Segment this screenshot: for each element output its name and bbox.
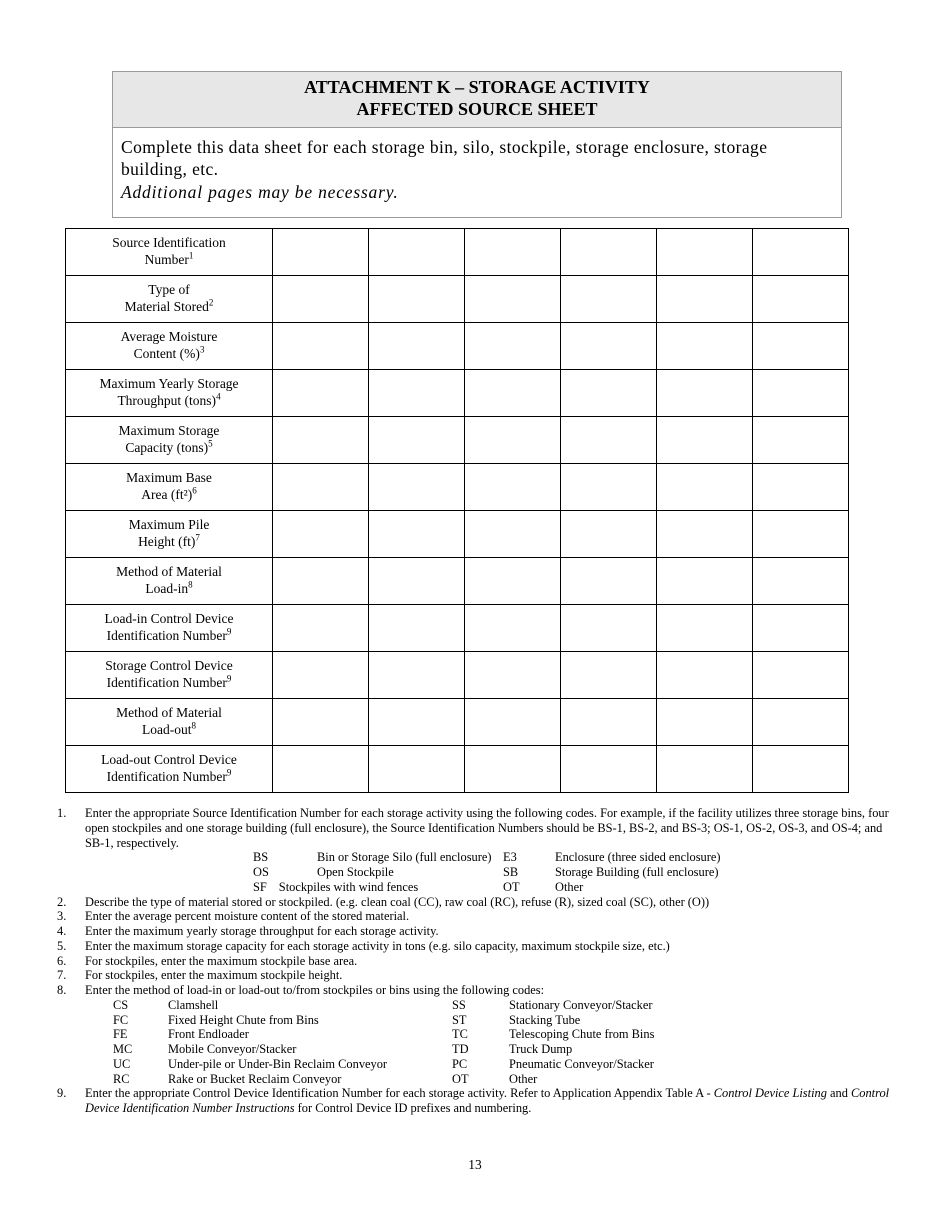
table-input-cell[interactable] (465, 276, 561, 323)
code: SF (253, 879, 267, 894)
code-description: Stacking Tube (509, 1012, 581, 1027)
table-input-cell[interactable] (657, 558, 753, 605)
table-input-cell[interactable] (561, 746, 657, 793)
footnote-number: 2. (57, 894, 67, 909)
table-input-cell[interactable] (465, 746, 561, 793)
row-type-of-material (66, 276, 849, 323)
footnote-number: 3. (57, 909, 67, 924)
italic-reference: Control Device Listing (713, 1086, 827, 1101)
footnote-number: 7. (57, 968, 67, 983)
row-method-load-in (66, 558, 849, 605)
row-label: Maximum Base Area $(ft^2)^6$ (66, 464, 273, 511)
row-label: Maximum Storage Capacity (tons)$^5$ (66, 417, 273, 464)
table-input-cell[interactable] (561, 699, 657, 746)
table-input-cell[interactable] (753, 276, 849, 323)
footnote-text: Enter the appropriate Control Device Identification Number for each storage activity. Refer to Application Appendix Table A - Control Device Listing and Control Device Identification Number Instructions for Control Device ID prefixes and numbering. (85, 1086, 890, 1115)
table-input-cell[interactable] (369, 229, 465, 276)
table-input-cell[interactable] (273, 276, 369, 323)
code: CS (113, 997, 129, 1012)
footnote-number: 9. (57, 1086, 67, 1101)
code-description: Fixed Height Chute from Bins (168, 1012, 319, 1027)
load-method-code-list (113, 998, 895, 1087)
footnote-ref: 5 (208, 438, 213, 449)
table-input-cell[interactable] (657, 746, 753, 793)
table-input-cell[interactable] (657, 370, 753, 417)
table-input-cell[interactable] (273, 746, 369, 793)
footnote-ref: 8 (191, 720, 196, 731)
table-input-cell[interactable] (465, 652, 561, 699)
table-input-cell[interactable] (369, 746, 465, 793)
footnote-8 (57, 983, 895, 1086)
table-input-cell[interactable] (657, 417, 753, 464)
footnote-number: 1. (57, 806, 67, 820)
code: ST (452, 1012, 467, 1027)
table-input-cell[interactable] (657, 276, 753, 323)
row-label: Maximum Yearly Storage Throughput (tons)$^4$ (66, 370, 273, 417)
table-input-cell[interactable] (753, 558, 849, 605)
code-description: Other (555, 879, 584, 894)
row-storage-control-device (66, 652, 849, 699)
row-label: Type of Material Stored$^2$ (66, 276, 273, 323)
footnote-ref: 4 (216, 391, 221, 402)
attachment-title (112, 71, 842, 128)
table-input-cell[interactable] (657, 605, 753, 652)
row-max-base-area (66, 464, 849, 511)
footnote-text: Enter the maximum storage capacity for each storage activity in tons (e.g. silo capacity, maximum stockpile size, etc.) (85, 938, 670, 953)
footnote-ref: 1 (188, 250, 194, 261)
table-input-cell[interactable] (273, 699, 369, 746)
storage-activity-table (65, 228, 849, 793)
table-input-cell[interactable] (465, 370, 561, 417)
footnote-ref: 6 (192, 485, 197, 496)
footnote-ref: 3 (199, 344, 205, 355)
table-input-cell[interactable] (369, 276, 465, 323)
footnote-7 (57, 968, 895, 983)
table-input-cell[interactable] (273, 323, 369, 370)
footnote-1 (57, 806, 895, 895)
footnote-ref: 9 (226, 767, 232, 778)
row-method-load-out (66, 699, 849, 746)
table-input-cell[interactable] (657, 229, 753, 276)
source-id-code-list (253, 850, 895, 894)
row-load-in-control-device (66, 605, 849, 652)
code-description: Bin or Storage Silo (full enclosure) (317, 850, 492, 865)
row-label: Maximum Pile Height (ft)$^7$ (66, 511, 273, 558)
footnote-number: 5. (57, 938, 67, 953)
table-input-cell[interactable] (369, 511, 465, 558)
table-input-cell[interactable] (369, 605, 465, 652)
table-input-cell[interactable] (753, 417, 849, 464)
table-input-cell[interactable] (561, 558, 657, 605)
row-source-id-number (66, 229, 849, 276)
footnote-4 (57, 924, 895, 939)
code: PC (452, 1056, 468, 1071)
code-description: Under-pile or Under-Bin Reclaim Conveyor (168, 1056, 388, 1071)
code-description: Other (509, 1071, 538, 1086)
table-input-cell[interactable] (561, 323, 657, 370)
row-label: Average Moisture Content (%)$^3$ (66, 323, 273, 370)
table-input-cell[interactable] (753, 464, 849, 511)
code-description: Open Stockpile (317, 865, 394, 879)
table-input-cell[interactable] (369, 652, 465, 699)
table-input-cell[interactable] (465, 229, 561, 276)
table-input-cell[interactable] (561, 605, 657, 652)
header (112, 71, 842, 218)
attachment-title-line2: AFFECTED SOURCE SHEET (356, 98, 598, 119)
row-avg-moisture-content (66, 323, 849, 370)
table-input-cell[interactable] (657, 699, 753, 746)
table-input-cell[interactable] (273, 605, 369, 652)
instruction-note: Additional pages may be necessary. (121, 181, 399, 202)
code-description: Pneumatic Conveyor/Stacker (509, 1056, 654, 1071)
table-input-cell[interactable] (753, 652, 849, 699)
row-load-out-control-device (66, 746, 849, 793)
code: BS (253, 850, 269, 865)
table-input-cell[interactable] (465, 558, 561, 605)
table-input-cell[interactable] (561, 229, 657, 276)
instruction-box (112, 128, 842, 218)
footnote-ref: 8 (188, 579, 193, 590)
table-input-cell[interactable] (753, 511, 849, 558)
code-description: Storage Building (full enclosure) (555, 865, 719, 879)
row-label: Load-out Control Device Identification Number$^9$ (66, 746, 273, 793)
code-description: Truck Dump (509, 1042, 573, 1056)
footnote-ref: 2 (208, 297, 214, 308)
code-description: Stationary Conveyor/Stacker (509, 997, 653, 1012)
row-max-yearly-throughput (66, 370, 849, 417)
footnote-9 (57, 1086, 895, 1116)
code: MC (113, 1042, 133, 1056)
table-input-cell[interactable] (369, 417, 465, 464)
code: FC (113, 1012, 129, 1027)
table-input-cell[interactable] (561, 511, 657, 558)
footnote-number: 8. (57, 983, 67, 997)
table-input-cell[interactable] (465, 464, 561, 511)
code: OT (503, 879, 520, 894)
table-input-cell[interactable] (561, 370, 657, 417)
italic-reference: Control Device Identification Number Instructions (85, 1086, 890, 1115)
table-input-cell[interactable] (273, 558, 369, 605)
table-input-cell[interactable] (369, 464, 465, 511)
footnote-text: Enter the average percent moisture content of the stored material. (85, 909, 410, 924)
code-description: Rake or Bucket Reclaim Conveyor (168, 1071, 342, 1086)
code: SB (503, 865, 519, 879)
attachment-title-line1: ATTACHMENT K – STORAGE ACTIVITY (304, 77, 650, 97)
table-input-cell[interactable] (369, 558, 465, 605)
footnote-6 (57, 954, 895, 969)
footnote-text: For stockpiles, enter the maximum stockpile height. (85, 968, 343, 983)
row-label: Method of Material Load-out$^8$ (66, 699, 273, 746)
code-description: Telescoping Chute from Bins (509, 1027, 655, 1042)
row-max-pile-height (66, 511, 849, 558)
table-input-cell[interactable] (465, 605, 561, 652)
footnote-number: 4. (57, 924, 67, 938)
code: TC (452, 1027, 468, 1042)
footnote-text: Enter the method of load-in or load-out to/from stockpiles or bins using the following codes: (85, 983, 545, 997)
table-input-cell[interactable] (657, 652, 753, 699)
code: RC (113, 1071, 130, 1086)
table-input-cell[interactable] (273, 511, 369, 558)
table-input-cell[interactable] (369, 370, 465, 417)
table-input-cell[interactable] (753, 229, 849, 276)
code: OT (452, 1071, 469, 1086)
code-description: Mobile Conveyor/Stacker (168, 1042, 297, 1056)
code: UC (113, 1056, 131, 1071)
table-input-cell[interactable] (273, 370, 369, 417)
table-input-cell[interactable] (561, 276, 657, 323)
code: OS (253, 865, 269, 879)
footnote-text: Enter the maximum yearly storage throughput for each storage activity. (85, 924, 439, 938)
footnote-ref: 7 (195, 532, 200, 543)
footnotes (57, 806, 895, 1116)
footnote-ref: 9 (226, 626, 232, 637)
table-input-cell[interactable] (753, 370, 849, 417)
footnote-number: 6. (57, 953, 67, 968)
code: FE (113, 1027, 128, 1042)
table-input-cell[interactable] (657, 323, 753, 370)
table-input-cell[interactable] (753, 323, 849, 370)
footnote-text: For stockpiles, enter the maximum stockpile base area. (85, 953, 358, 968)
row-max-storage-capacity (66, 417, 849, 464)
footnote-text: Describe the type of material stored or stockpiled. (e.g. clean coal (CC), raw coal (RC), refuse (R), sized coal (SC), other (O)) (85, 894, 710, 909)
code-description: Stockpiles with wind fences (278, 879, 419, 894)
code-description: Enclosure (three sided enclosure) (555, 850, 721, 865)
table-input-cell[interactable] (465, 323, 561, 370)
instruction-text: Complete this data sheet for each storage bin, silo, stockpile, storage enclosure, storage building, etc. (121, 136, 768, 180)
row-label: Storage Control Device Identification Number$^9$ (66, 652, 273, 699)
table-input-cell[interactable] (561, 464, 657, 511)
table-input-cell[interactable] (753, 605, 849, 652)
table-input-cell[interactable] (753, 746, 849, 793)
code-description: Clamshell (168, 997, 219, 1012)
table-input-cell[interactable] (465, 417, 561, 464)
table-input-cell[interactable] (273, 229, 369, 276)
footnote-5 (57, 939, 895, 954)
code-description: Front Endloader (168, 1027, 249, 1042)
table-input-cell[interactable] (273, 652, 369, 699)
row-label: Method of Material Load-$in^8$ (66, 558, 273, 605)
code: TD (452, 1042, 469, 1056)
table-input-cell[interactable] (465, 699, 561, 746)
table-input-cell[interactable] (561, 652, 657, 699)
table-input-cell[interactable] (657, 464, 753, 511)
table-input-cell[interactable] (561, 417, 657, 464)
footnote-2 (57, 895, 895, 910)
code: E3 (503, 850, 517, 865)
table-input-cell[interactable] (273, 464, 369, 511)
table-input-cell[interactable] (657, 511, 753, 558)
code: SS (452, 997, 466, 1012)
footnote-text: Enter the appropriate Source Identification Number for each storage activity using the following codes. For example, if the facility utilizes three storage bins, four open stockpiles and one storage building (full enclosure), the Source Identification Numbers should be BS-1, BS-2, and BS-3; OS-1, OS-2, OS-3, and OS-4; and SB-1, respectively. (85, 806, 889, 850)
table-input-cell[interactable] (369, 699, 465, 746)
table-input-cell[interactable] (369, 323, 465, 370)
page-number: 13 (468, 1157, 482, 1172)
table-input-cell[interactable] (465, 511, 561, 558)
footnote-ref: 9 (226, 673, 232, 684)
footnote-3 (57, 909, 895, 924)
row-label: Source Identification Number$^1$ (66, 229, 273, 276)
table-input-cell[interactable] (273, 417, 369, 464)
row-label: Load-in Control Device Identification Number$^9$ (66, 605, 273, 652)
table-input-cell[interactable] (753, 699, 849, 746)
